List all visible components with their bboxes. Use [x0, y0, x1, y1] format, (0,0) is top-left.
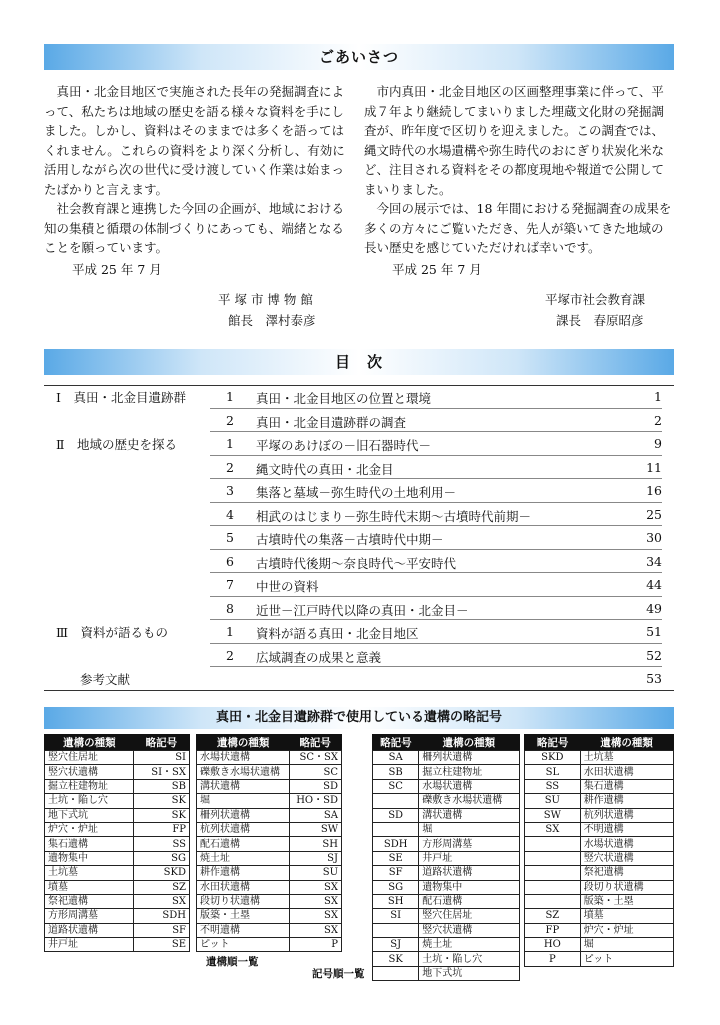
- col-code-header: 略記号: [134, 735, 190, 751]
- abbr-type-cell: 土坑・陥し穴: [45, 794, 134, 808]
- abbr-code-cell: SD: [373, 808, 419, 822]
- toc-num: 3: [226, 483, 234, 498]
- toc-page: 2: [654, 412, 662, 428]
- abbr-type-cell: 配石遺構: [197, 837, 290, 851]
- table-row: [373, 923, 520, 937]
- toc-page: 49: [646, 600, 662, 616]
- toc-num: 2: [226, 459, 234, 475]
- abbr-type-cell: 柵列状遺構: [419, 751, 520, 765]
- abbr-code-cell: [525, 894, 581, 908]
- table-row: [45, 909, 190, 923]
- abbr-type-cell: 土坑墓: [45, 866, 134, 880]
- table-row: [525, 794, 674, 808]
- toc-title: 縄文時代の真田・北金目: [256, 461, 394, 477]
- table-row: [525, 837, 674, 851]
- greeting-right-paragraph-1: 市内真田・北金目地区の区画整理事業に伴って、平成７年より継続してまいりました埋蔵文化財の発掘調査が、昨年度で区切りを迎えました。この調査では、縄文時代の水場遺構や弥生時代のおにぎり状炭化米など、注目される資料をその都度現地や報道で公開してまいりました。: [364, 84, 665, 197]
- toc-section: Ⅱ 地域の歴史を探る: [56, 437, 177, 452]
- table-row: [197, 765, 342, 779]
- abbr-type-cell: 礫敷き水場状遺構: [419, 794, 520, 808]
- abbr-type-cell: 水田状遺構: [580, 765, 673, 779]
- toc-reference-row[interactable]: [44, 667, 674, 691]
- toc-row[interactable]: [44, 385, 674, 409]
- abbr-type-cell: 段切り状遺構: [197, 894, 290, 908]
- abbr-type-cell: 墳墓: [580, 909, 673, 923]
- abbr-type-cell: 溝状遺構: [197, 779, 290, 793]
- abbr-code-cell: SF: [373, 866, 419, 880]
- abbr-type-cell: 炉穴・炉址: [580, 923, 673, 937]
- toc-num: 6: [226, 553, 234, 569]
- toc-row[interactable]: [44, 409, 674, 433]
- abbr-code-cell: SC: [373, 779, 419, 793]
- table-row: [525, 851, 674, 865]
- abbr-type-cell: 杭列状遺構: [580, 808, 673, 822]
- abbr-code-cell: SH: [373, 894, 419, 908]
- abbr-code-cell: SE: [134, 938, 190, 952]
- abbr-code-cell: SG: [373, 880, 419, 894]
- toc-title: 近世－江戸時代以降の真田・北金目－: [256, 602, 469, 618]
- abbr-type-cell: ピット: [197, 938, 290, 952]
- col-type-header: 遺構の種類: [580, 735, 673, 751]
- toc-section: Ⅲ 資料が語るもの: [56, 625, 169, 640]
- abbr-code-cell: SW: [289, 822, 341, 836]
- abbr-code-cell: P: [525, 952, 581, 966]
- abbr-type-cell: 土坑墓: [580, 751, 673, 765]
- abbr-type-cell: 祭祀遺構: [580, 866, 673, 880]
- abbr-code-cell: SX: [289, 923, 341, 937]
- abbr-code-cell: SJ: [289, 851, 341, 865]
- table-row: [197, 837, 342, 851]
- table-row: [45, 794, 190, 808]
- col-type-header: 遺構の種類: [45, 735, 134, 751]
- toc-page: 11: [646, 459, 662, 475]
- abbr-code-cell: SL: [525, 765, 581, 779]
- col-code-header: 略記号: [525, 735, 581, 751]
- toc-title: 真田・北金目遺跡群の調査: [256, 414, 407, 430]
- table-row: [525, 751, 674, 765]
- table-row: [45, 880, 190, 894]
- toc-num: 7: [226, 577, 234, 592]
- abbr-type-cell: 堀: [419, 822, 520, 836]
- table-row: [197, 822, 342, 836]
- abbr-code-cell: SKD: [134, 866, 190, 880]
- abbr-code-cell: FP: [134, 822, 190, 836]
- greeting-left-paragraph-2: 社会教育課と連携した今回の企画が、地域における知の集積と循環の体制づくりにあっても、端緒となることを願っています。: [44, 201, 345, 255]
- toc-row[interactable]: [44, 432, 674, 456]
- table-row: [525, 866, 674, 880]
- toc-title: 集落と墓域－弥生時代の土地利用－: [256, 485, 457, 500]
- abbr-type-cell: 耕作遺構: [197, 866, 290, 880]
- toc-title: 資料が語る真田・北金目地区: [256, 626, 419, 641]
- abbr-type-cell: 土坑・陥し穴: [419, 952, 520, 966]
- abbr-type-cell: 井戸址: [419, 851, 520, 865]
- greeting-right-date: 平成 25 年 7 月: [392, 261, 482, 277]
- toc-num: 1: [226, 436, 234, 451]
- abbr-type-cell: 礫敷き水場状遺構: [197, 765, 290, 779]
- abbr-type-cell: 水場状遺構: [580, 837, 673, 851]
- toc-page: 52: [646, 647, 662, 663]
- abbr-type-cell: 焼土址: [419, 938, 520, 952]
- toc-num: 2: [226, 412, 234, 428]
- table-row: [197, 938, 342, 952]
- abbr-code-cell: SZ: [134, 880, 190, 894]
- toc-title: 広域調査の成果と意義: [256, 649, 382, 665]
- abbr-type-cell: 竪穴状遺構: [580, 851, 673, 865]
- table-row: [373, 751, 520, 765]
- table-row: [373, 894, 520, 908]
- toc-title: 古墳時代の集落－古墳時代中期－: [256, 532, 444, 547]
- abbr-type-cell: ピット: [580, 952, 673, 966]
- table-row: [373, 808, 520, 822]
- abbr-type-cell: 杭列状遺構: [197, 822, 290, 836]
- abbr-heading: 真田・北金目遺跡群で使用している遺構の略記号: [44, 707, 674, 729]
- table-row: [45, 765, 190, 779]
- table-row: [373, 765, 520, 779]
- abbr-code-cell: SS: [134, 837, 190, 851]
- abbr-type-cell: 竪穴住居址: [45, 751, 134, 765]
- toc-title: 真田・北金目地区の位置と環境: [256, 391, 432, 406]
- greeting-left-paragraph-1: 真田・北金目地区で実施された長年の発掘調査によって、私たちは地域の歴史を語る様々な資料を手にしました。しかし、資料はそのままでは多くを語ってはくれません。これらの資料をより深く分析し、有効に活用しながら次の世代に受け渡していく作業は始まったばかりと言えます。: [44, 84, 345, 197]
- abbr-code-cell: SD: [289, 779, 341, 793]
- table-row: [197, 779, 342, 793]
- table-row: [373, 866, 520, 880]
- abbr-code-cell: [373, 966, 419, 980]
- table-row: [197, 751, 342, 765]
- toc-row[interactable]: [44, 503, 674, 527]
- table-row: [525, 909, 674, 923]
- abbr-code-cell: SKD: [525, 751, 581, 765]
- table-row: [373, 779, 520, 793]
- table-row: [373, 851, 520, 865]
- toc-row[interactable]: [44, 526, 674, 550]
- toc-reference-page: 53: [646, 671, 662, 686]
- toc-page: 9: [654, 436, 662, 451]
- table-row: [197, 923, 342, 937]
- abbr-type-cell: 地下式坑: [45, 808, 134, 822]
- table-row: [525, 894, 674, 908]
- abbr-table-by-type-1: [44, 734, 190, 952]
- table-row: [373, 909, 520, 923]
- abbr-type-cell: 方形周溝墓: [419, 837, 520, 851]
- toc-num: 8: [226, 600, 234, 616]
- caption-by-type: 遺構順一覧: [206, 956, 259, 968]
- table-row: [525, 938, 674, 952]
- table-row: [197, 880, 342, 894]
- abbr-code-cell: SS: [525, 779, 581, 793]
- toc-heading: 目 次: [44, 349, 674, 375]
- greeting-right-paragraph-2: 今回の展示では、18 年間における発掘調査の成果を多くの方々にご覧いただき、先人が築いてきた地域の長い歴史を感じていただければ幸いです。: [364, 201, 672, 255]
- abbr-code-cell: SX: [134, 894, 190, 908]
- table-row: [373, 880, 520, 894]
- abbr-code-cell: SU: [289, 866, 341, 880]
- toc-page: 25: [646, 506, 662, 522]
- abbr-code-cell: SG: [134, 851, 190, 865]
- col-code-header: 略記号: [289, 735, 341, 751]
- greeting-left-date: 平成 25 年 7 月: [72, 261, 162, 277]
- abbr-code-cell: FP: [525, 923, 581, 937]
- abbr-code-cell: [525, 837, 581, 851]
- greeting-left-signer: 館長 澤村泰彦: [228, 313, 316, 328]
- greeting-right: [364, 82, 672, 279]
- abbr-code-cell: [525, 866, 581, 880]
- abbr-type-cell: 竪穴住居址: [419, 909, 520, 923]
- table-row: [373, 952, 520, 966]
- abbr-type-cell: 焼土址: [197, 851, 290, 865]
- abbr-code-cell: SB: [134, 779, 190, 793]
- table-of-contents: [44, 385, 674, 691]
- abbr-code-cell: SX: [289, 880, 341, 894]
- greeting-right-org: 平塚市社会教育課: [545, 292, 646, 307]
- abbr-type-cell: 炉穴・炉址: [45, 822, 134, 836]
- table-row: [197, 808, 342, 822]
- abbr-type-cell: 掘立柱建物址: [45, 779, 134, 793]
- abbr-type-cell: 水田状遺構: [197, 880, 290, 894]
- abbr-code-cell: SW: [525, 808, 581, 822]
- table-row: [45, 822, 190, 836]
- abbr-code-cell: SX: [289, 909, 341, 923]
- abbr-code-cell: SA: [289, 808, 341, 822]
- abbr-code-cell: SA: [373, 751, 419, 765]
- toc-reference-label: 参考文献: [80, 672, 131, 687]
- abbr-code-cell: HO: [525, 938, 581, 952]
- table-row: [525, 808, 674, 822]
- abbr-table-by-code-1: [372, 734, 520, 981]
- abbr-type-cell: 井戸址: [45, 938, 134, 952]
- table-row: [373, 966, 520, 980]
- greeting-left: [44, 82, 352, 279]
- abbr-type-cell: 竪穴状遺構: [419, 923, 520, 937]
- table-row: [525, 923, 674, 937]
- table-row: [373, 794, 520, 808]
- toc-page: 16: [646, 483, 662, 498]
- greeting-left-org: 平 塚 市 博 物 館: [218, 292, 313, 307]
- toc-page: 30: [646, 530, 662, 545]
- abbr-type-cell: 竪穴状遺構: [45, 765, 134, 779]
- toc-title: 相武のはじまり－弥生時代末期～古墳時代前期－: [256, 508, 532, 524]
- toc-section: Ⅰ 真田・北金目遺跡群: [56, 390, 186, 405]
- abbr-code-cell: SU: [525, 794, 581, 808]
- abbr-type-cell: 不明遺構: [197, 923, 290, 937]
- abbr-type-cell: 祭祀遺構: [45, 894, 134, 908]
- abbr-code-cell: SI: [373, 909, 419, 923]
- col-type-header: 遺構の種類: [197, 735, 290, 751]
- abbr-type-cell: 段切り状遺構: [580, 880, 673, 894]
- table-row: [45, 866, 190, 880]
- abbr-code-cell: SI: [134, 751, 190, 765]
- table-row: [197, 909, 342, 923]
- toc-num: 4: [226, 506, 234, 522]
- abbr-type-cell: 配石遺構: [419, 894, 520, 908]
- table-row: [525, 779, 674, 793]
- toc-row[interactable]: [44, 644, 674, 668]
- abbr-code-cell: SI・SX: [134, 765, 190, 779]
- abbr-type-cell: 耕作遺構: [580, 794, 673, 808]
- abbr-code-cell: [525, 880, 581, 894]
- toc-title: 平塚のあけぼの－旧石器時代－: [256, 438, 432, 453]
- toc-row[interactable]: [44, 597, 674, 621]
- abbr-table-by-type-2: [196, 734, 342, 952]
- abbr-code-cell: SK: [373, 952, 419, 966]
- abbr-type-cell: 柵列状遺構: [197, 808, 290, 822]
- abbr-type-cell: 遺物集中: [419, 880, 520, 894]
- abbr-code-cell: SH: [289, 837, 341, 851]
- table-row: [45, 923, 190, 937]
- toc-page: 51: [646, 624, 662, 639]
- table-row: [45, 751, 190, 765]
- abbr-code-cell: SDH: [373, 837, 419, 851]
- abbr-type-cell: 道路状遺構: [419, 866, 520, 880]
- abbr-code-cell: SF: [134, 923, 190, 937]
- table-row: [45, 837, 190, 851]
- abbr-type-cell: 版築・土塁: [580, 894, 673, 908]
- table-row: [45, 894, 190, 908]
- abbr-code-cell: [373, 923, 419, 937]
- table-row: [45, 808, 190, 822]
- table-row: [45, 851, 190, 865]
- toc-title: 古墳時代後期～奈良時代～平安時代: [256, 555, 457, 571]
- abbr-type-cell: 不明遺構: [580, 822, 673, 836]
- table-row: [197, 794, 342, 808]
- abbr-type-cell: 水場状遺構: [197, 751, 290, 765]
- greeting-right-signer: 課長 春原昭彦: [556, 313, 644, 328]
- abbr-table-by-code-2: [524, 734, 674, 967]
- abbr-code-cell: SJ: [373, 938, 419, 952]
- abbr-code-cell: SE: [373, 851, 419, 865]
- abbr-code-cell: SDH: [134, 909, 190, 923]
- abbr-code-cell: SC: [289, 765, 341, 779]
- toc-page: 34: [646, 553, 662, 569]
- toc-num: 1: [226, 389, 234, 404]
- toc-page: 1: [654, 389, 662, 404]
- abbr-type-cell: 方形周溝墓: [45, 909, 134, 923]
- toc-row[interactable]: [44, 550, 674, 574]
- abbr-code-cell: P: [289, 938, 341, 952]
- table-row: [525, 952, 674, 966]
- col-code-header: 略記号: [373, 735, 419, 751]
- abbr-code-cell: [373, 794, 419, 808]
- col-type-header: 遺構の種類: [419, 735, 520, 751]
- abbr-type-cell: 溝状遺構: [419, 808, 520, 822]
- abbr-type-cell: 集石遺構: [580, 779, 673, 793]
- abbr-type-cell: 水場状遺構: [419, 779, 520, 793]
- table-row: [373, 837, 520, 851]
- toc-page: 44: [646, 577, 662, 592]
- abbr-type-cell: 版築・土塁: [197, 909, 290, 923]
- abbr-code-cell: [525, 851, 581, 865]
- table-row: [197, 851, 342, 865]
- toc-row[interactable]: [44, 479, 674, 503]
- abbr-code-cell: [373, 822, 419, 836]
- table-row: [45, 779, 190, 793]
- caption-by-code: 記号順一覧: [312, 968, 365, 980]
- table-row: [525, 822, 674, 836]
- table-row: [197, 866, 342, 880]
- abbr-code-cell: SX: [289, 894, 341, 908]
- table-row: [373, 822, 520, 836]
- abbr-type-cell: 墳墓: [45, 880, 134, 894]
- abbr-type-cell: 道路状遺構: [45, 923, 134, 937]
- abbr-code-cell: SK: [134, 808, 190, 822]
- abbr-type-cell: 堀: [197, 794, 290, 808]
- abbr-code-cell: SK: [134, 794, 190, 808]
- toc-row[interactable]: [44, 456, 674, 480]
- toc-row[interactable]: [44, 573, 674, 597]
- greeting-heading: ごあいさつ: [44, 44, 674, 70]
- toc-num: 5: [226, 530, 234, 545]
- table-row: [525, 880, 674, 894]
- table-row: [525, 765, 674, 779]
- abbr-code-cell: HO・SD: [289, 794, 341, 808]
- toc-num: 1: [226, 624, 234, 639]
- abbr-type-cell: 掘立柱建物址: [419, 765, 520, 779]
- abbr-code-cell: SB: [373, 765, 419, 779]
- abbr-code-cell: SX: [525, 822, 581, 836]
- abbr-type-cell: 堀: [580, 938, 673, 952]
- table-row: [373, 938, 520, 952]
- table-row: [197, 894, 342, 908]
- table-row: [45, 938, 190, 952]
- abbr-type-cell: 集石遺構: [45, 837, 134, 851]
- abbr-code-cell: SC・SX: [289, 751, 341, 765]
- toc-title: 中世の資料: [256, 579, 319, 594]
- toc-row[interactable]: [44, 620, 674, 644]
- abbr-type-cell: 地下式坑: [419, 966, 520, 980]
- abbr-code-cell: SZ: [525, 909, 581, 923]
- toc-num: 2: [226, 647, 234, 663]
- abbr-type-cell: 遺物集中: [45, 851, 134, 865]
